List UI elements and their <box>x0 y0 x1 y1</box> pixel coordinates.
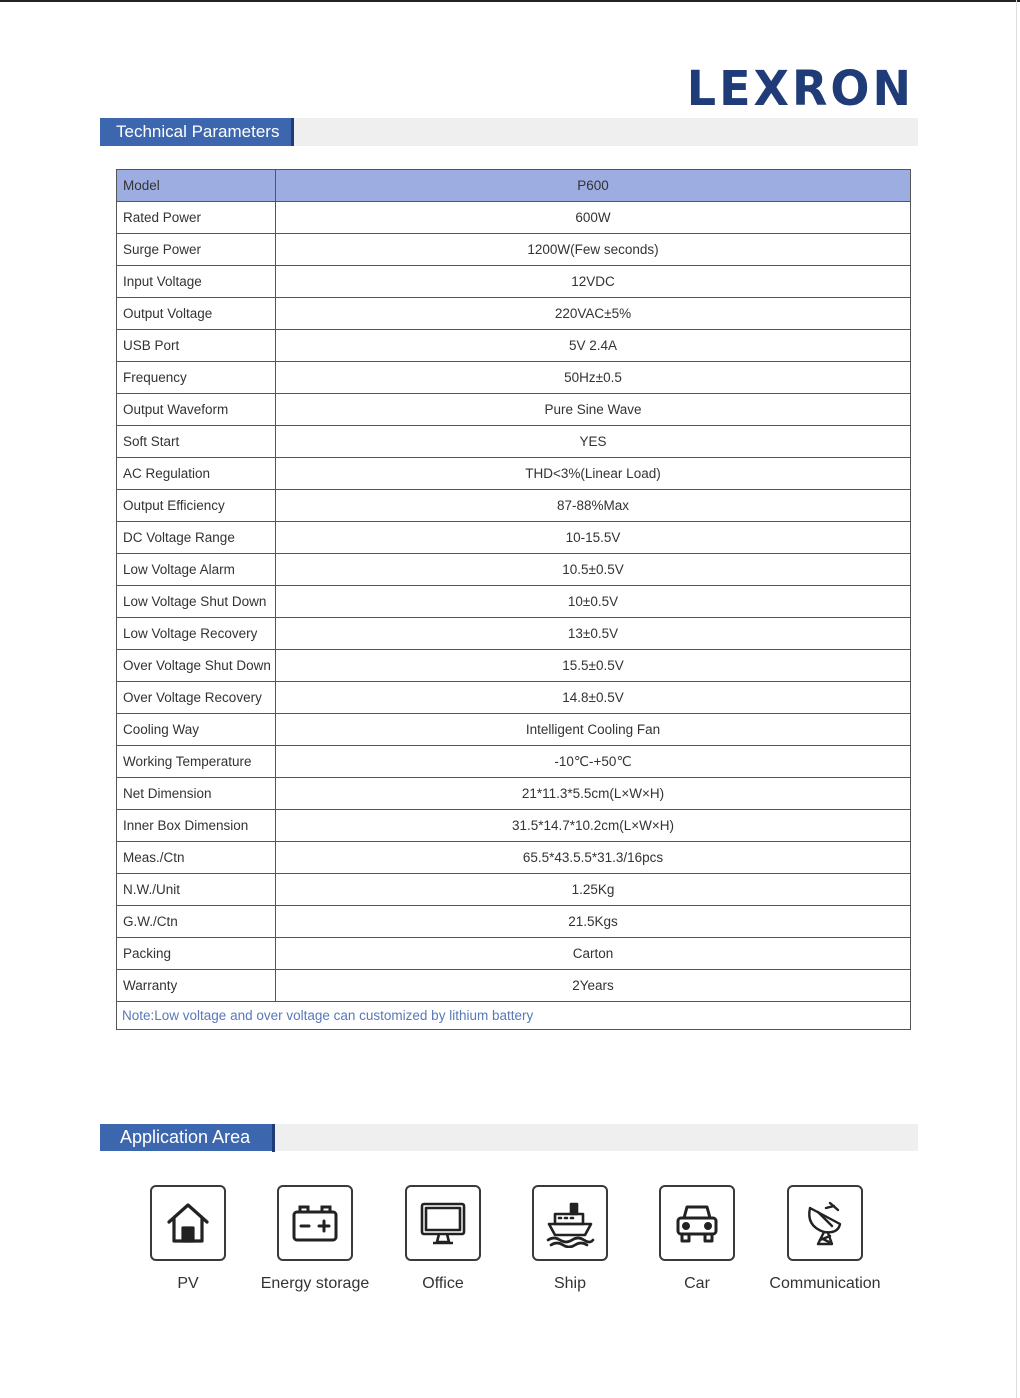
table-row <box>117 778 911 810</box>
param-label: Rated Power <box>117 202 276 234</box>
table-row <box>117 938 911 970</box>
param-label: USB Port <box>117 330 276 362</box>
param-value: 1200W(Few seconds) <box>276 234 911 266</box>
param-value: 5V 2.4A <box>276 330 911 362</box>
param-value: 13±0.5V <box>276 618 911 650</box>
param-label: Net Dimension <box>117 778 276 810</box>
application-section-title: Application Area <box>100 1124 272 1151</box>
param-value: 50Hz±0.5 <box>276 362 911 394</box>
param-label: Low Voltage Alarm <box>117 554 276 586</box>
param-label: Over Voltage Shut Down <box>117 650 276 682</box>
table-row <box>117 618 911 650</box>
param-label: Input Voltage <box>117 266 276 298</box>
param-value: 600W <box>276 202 911 234</box>
table-row <box>117 330 911 362</box>
param-label: AC Regulation <box>117 458 276 490</box>
param-value: 14.8±0.5V <box>276 682 911 714</box>
app-item-communication <box>745 1185 905 1293</box>
param-value: YES <box>276 426 911 458</box>
param-label: Low Voltage Recovery <box>117 618 276 650</box>
technical-section-bar <box>100 118 918 146</box>
param-value: 220VAC±5% <box>276 298 911 330</box>
table-row <box>117 426 911 458</box>
param-value: 12VDC <box>276 266 911 298</box>
param-label: Packing <box>117 938 276 970</box>
car-icon <box>659 1185 735 1261</box>
table-row <box>117 970 911 1002</box>
table-row <box>117 810 911 842</box>
param-label: Surge Power <box>117 234 276 266</box>
table-row <box>117 458 911 490</box>
param-value: 31.5*14.7*10.2cm(L×W×H) <box>276 810 911 842</box>
table-row <box>117 266 911 298</box>
table-note: Note:Low voltage and over voltage can customized by lithium battery <box>117 1002 911 1030</box>
app-label: Office <box>422 1275 464 1292</box>
table-row <box>117 906 911 938</box>
table-row <box>117 714 911 746</box>
app-label: Communication <box>769 1275 881 1292</box>
param-value: Intelligent Cooling Fan <box>276 714 911 746</box>
param-value: THD<3%(Linear Load) <box>276 458 911 490</box>
param-value: -10℃-+50℃ <box>276 746 911 778</box>
table-row <box>117 202 911 234</box>
app-label: Car <box>684 1275 710 1292</box>
param-label: Soft Start <box>117 426 276 458</box>
param-value: 1.25Kg <box>276 874 911 906</box>
param-value: 15.5±0.5V <box>276 650 911 682</box>
param-label: Inner Box Dimension <box>117 810 276 842</box>
table-row <box>117 394 911 426</box>
param-label: Over Voltage Recovery <box>117 682 276 714</box>
param-label: Output Efficiency <box>117 490 276 522</box>
table-row <box>117 874 911 906</box>
param-label: N.W./Unit <box>117 874 276 906</box>
param-label: Frequency <box>117 362 276 394</box>
monitor-icon <box>405 1185 481 1261</box>
table-row <box>117 554 911 586</box>
table-row <box>117 234 911 266</box>
app-label: Energy storage <box>260 1275 370 1292</box>
table-row <box>117 490 911 522</box>
param-label: Low Voltage Shut Down <box>117 586 276 618</box>
note-row <box>117 1002 911 1030</box>
param-value: 21.5Kgs <box>276 906 911 938</box>
param-label: G.W./Ctn <box>117 906 276 938</box>
param-value: 10±0.5V <box>276 586 911 618</box>
param-value: 10-15.5V <box>276 522 911 554</box>
technical-section-title: Technical Parameters <box>100 118 291 146</box>
table-row <box>117 650 911 682</box>
battery-icon <box>277 1185 353 1261</box>
table-row <box>117 522 911 554</box>
param-value: Carton <box>276 938 911 970</box>
table-row <box>117 682 911 714</box>
table-header-row <box>117 170 911 202</box>
application-icons <box>0 1185 1020 1305</box>
model-label: Model <box>117 170 276 202</box>
ship-icon <box>532 1185 608 1261</box>
table-row <box>117 746 911 778</box>
param-value: 10.5±0.5V <box>276 554 911 586</box>
table-row <box>117 842 911 874</box>
param-label: Cooling Way <box>117 714 276 746</box>
application-section-bar <box>100 1124 918 1151</box>
table-row <box>117 298 911 330</box>
param-value: Pure Sine Wave <box>276 394 911 426</box>
param-label: DC Voltage Range <box>117 522 276 554</box>
top-border <box>0 0 1020 2</box>
param-value: 2Years <box>276 970 911 1002</box>
param-value: 65.5*43.5.5*31.3/16pcs <box>276 842 911 874</box>
model-value: P600 <box>276 170 911 202</box>
table-row <box>117 586 911 618</box>
satellite-dish-icon <box>787 1185 863 1261</box>
brand-logo: LEXRON <box>686 59 914 117</box>
param-value: 87-88%Max <box>276 490 911 522</box>
technical-parameters-table <box>116 169 911 1030</box>
house-icon <box>150 1185 226 1261</box>
param-value: 21*11.3*5.5cm(L×W×H) <box>276 778 911 810</box>
app-label: PV <box>177 1275 199 1292</box>
param-label: Output Waveform <box>117 394 276 426</box>
app-label: Ship <box>553 1275 587 1292</box>
param-label: Meas./Ctn <box>117 842 276 874</box>
param-label: Warranty <box>117 970 276 1002</box>
table-row <box>117 362 911 394</box>
param-label: Working Temperature <box>117 746 276 778</box>
param-label: Output Voltage <box>117 298 276 330</box>
